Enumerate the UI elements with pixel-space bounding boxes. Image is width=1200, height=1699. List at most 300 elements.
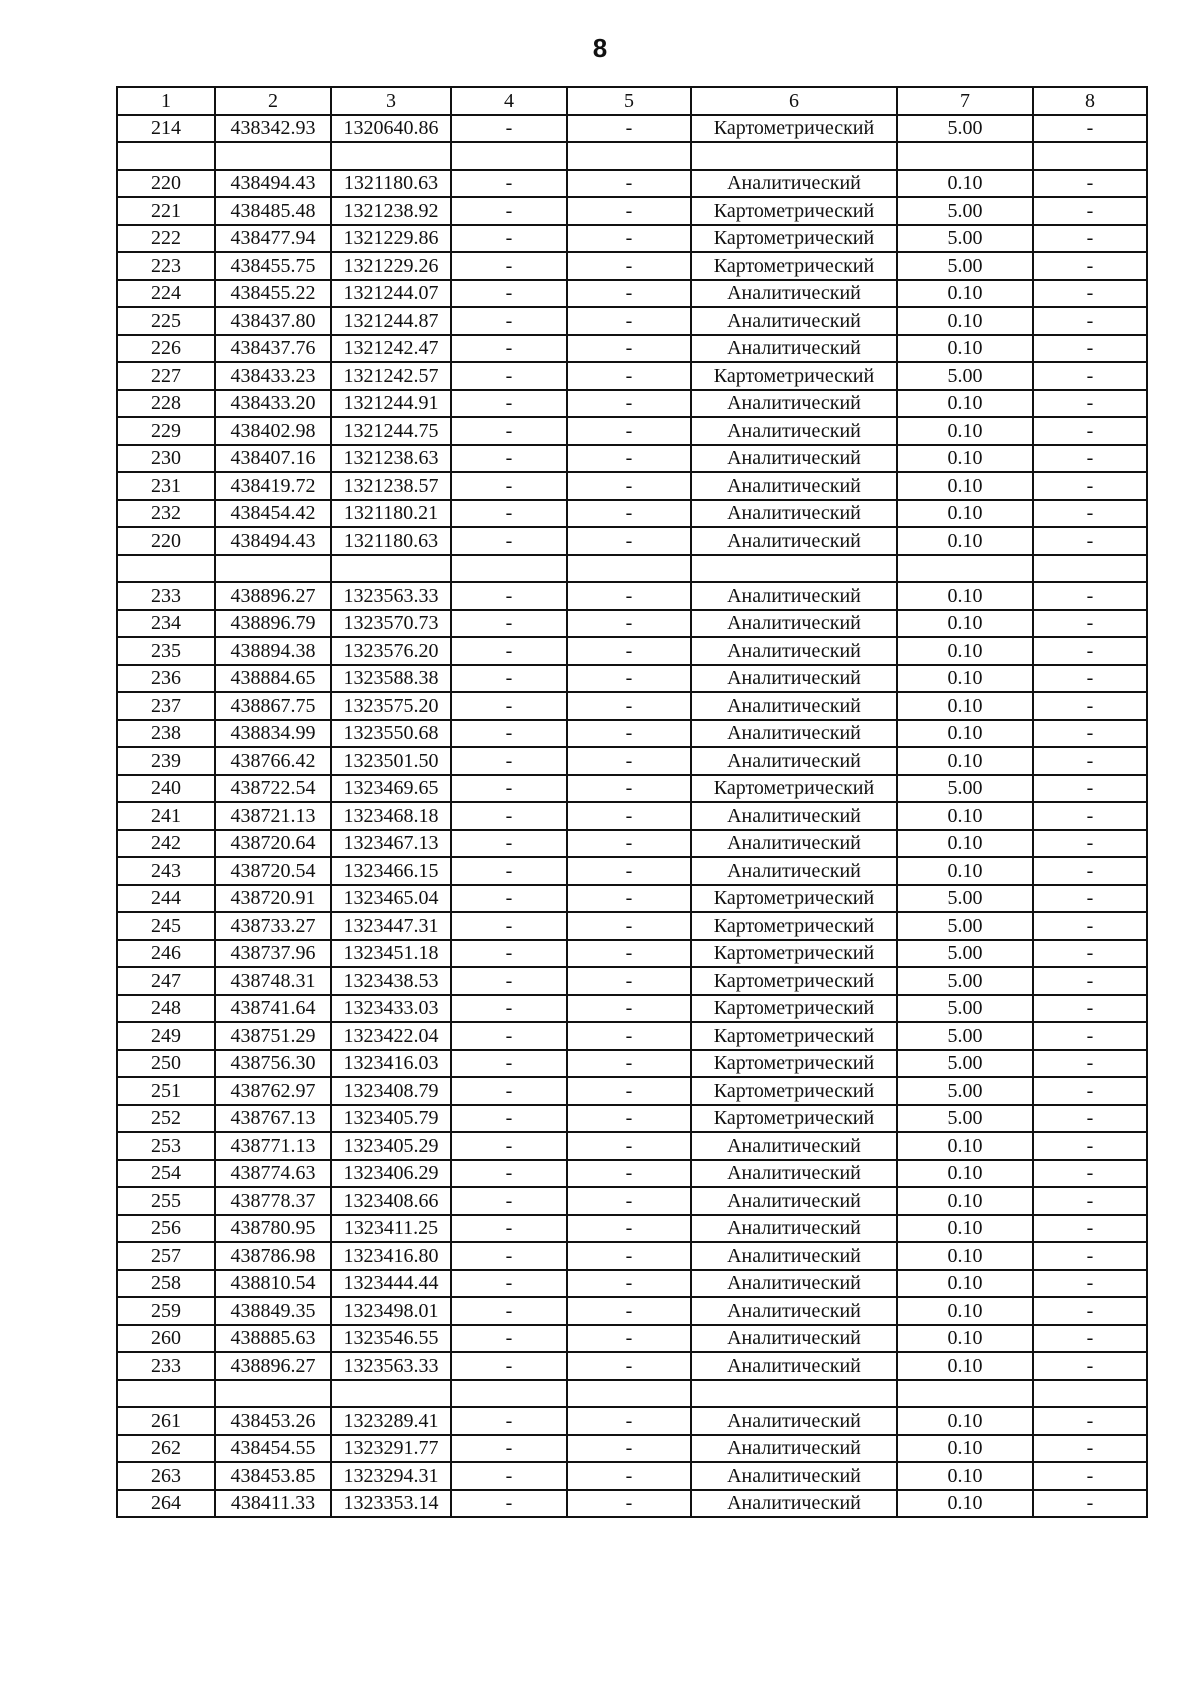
cell-point-number: 226 <box>117 335 215 363</box>
cell-col-8-value: - <box>1033 1160 1147 1188</box>
cell-col-8-value: - <box>1033 967 1147 995</box>
cell-point-number: 222 <box>117 225 215 253</box>
table-row <box>117 747 1147 775</box>
cell-col-4-value: - <box>451 1022 567 1050</box>
cell-x-coordinate <box>215 555 331 583</box>
cell-col-5-value: - <box>567 1050 691 1078</box>
cell-point-number: 261 <box>117 1407 215 1435</box>
cell-method: Аналитический <box>691 1242 897 1270</box>
cell-col-4-value: - <box>451 857 567 885</box>
cell-accuracy: 0.10 <box>897 1490 1033 1518</box>
cell-accuracy: 0.10 <box>897 445 1033 473</box>
cell-accuracy: 5.00 <box>897 885 1033 913</box>
table-row <box>117 1105 1147 1133</box>
cell-accuracy: 0.10 <box>897 1187 1033 1215</box>
cell-method: Аналитический <box>691 1407 897 1435</box>
cell-col-5-value: - <box>567 775 691 803</box>
cell-y-coordinate: 1323444.44 <box>331 1270 451 1298</box>
cell-col-4-value <box>451 142 567 170</box>
cell-col-4-value: - <box>451 417 567 445</box>
cell-y-coordinate: 1323294.31 <box>331 1462 451 1490</box>
cell-x-coordinate <box>215 142 331 170</box>
cell-col-5-value: - <box>567 1435 691 1463</box>
cell-y-coordinate <box>331 555 451 583</box>
cell-y-coordinate: 1323405.29 <box>331 1132 451 1160</box>
table-row <box>117 1407 1147 1435</box>
cell-method: Аналитический <box>691 1160 897 1188</box>
cell-col-8-value: - <box>1033 912 1147 940</box>
cell-x-coordinate: 438751.29 <box>215 1022 331 1050</box>
cell-method: Аналитический <box>691 1132 897 1160</box>
cell-y-coordinate: 1320640.86 <box>331 115 451 143</box>
cell-x-coordinate: 438885.63 <box>215 1325 331 1353</box>
cell-col-4-value: - <box>451 527 567 555</box>
cell-point-number: 221 <box>117 197 215 225</box>
cell-accuracy: 0.10 <box>897 1132 1033 1160</box>
cell-y-coordinate: 1321244.91 <box>331 390 451 418</box>
cell-col-8-value: - <box>1033 720 1147 748</box>
cell-point-number: 223 <box>117 252 215 280</box>
table-row <box>117 940 1147 968</box>
cell-x-coordinate: 438884.65 <box>215 665 331 693</box>
cell-x-coordinate: 438342.93 <box>215 115 331 143</box>
cell-x-coordinate: 438720.54 <box>215 857 331 885</box>
cell-method: Аналитический <box>691 1297 897 1325</box>
cell-point-number: 225 <box>117 307 215 335</box>
cell-x-coordinate: 438437.76 <box>215 335 331 363</box>
table-row <box>117 307 1147 335</box>
cell-method: Аналитический <box>691 637 897 665</box>
cell-accuracy: 0.10 <box>897 1160 1033 1188</box>
cell-col-5-value <box>567 142 691 170</box>
cell-y-coordinate: 1323411.25 <box>331 1215 451 1243</box>
cell-col-5-value: - <box>567 445 691 473</box>
cell-col-5-value: - <box>567 527 691 555</box>
cell-method: Аналитический <box>691 307 897 335</box>
cell-method: Аналитический <box>691 280 897 308</box>
cell-col-4-value: - <box>451 252 567 280</box>
cell-accuracy <box>897 1380 1033 1408</box>
cell-point-number: 230 <box>117 445 215 473</box>
cell-col-8-value: - <box>1033 1407 1147 1435</box>
cell-col-4-value: - <box>451 1407 567 1435</box>
cell-x-coordinate: 438771.13 <box>215 1132 331 1160</box>
cell-accuracy: 0.10 <box>897 280 1033 308</box>
cell-point-number: 258 <box>117 1270 215 1298</box>
cell-col-4-value: - <box>451 692 567 720</box>
cell-accuracy: 0.10 <box>897 335 1033 363</box>
cell-method: Аналитический <box>691 1325 897 1353</box>
cell-point-number: 233 <box>117 582 215 610</box>
cell-method: Аналитический <box>691 500 897 528</box>
cell-col-8-value: - <box>1033 527 1147 555</box>
page-number: 8 <box>592 33 608 63</box>
cell-col-8-value: - <box>1033 637 1147 665</box>
cell-point-number: 229 <box>117 417 215 445</box>
cell-accuracy: 5.00 <box>897 1050 1033 1078</box>
cell-x-coordinate: 438834.99 <box>215 720 331 748</box>
cell-accuracy: 0.10 <box>897 390 1033 418</box>
table-row <box>117 527 1147 555</box>
table-row <box>117 280 1147 308</box>
cell-method: Картометрический <box>691 775 897 803</box>
cell-method: Картометрический <box>691 1105 897 1133</box>
cell-accuracy: 0.10 <box>897 720 1033 748</box>
cell-x-coordinate: 438774.63 <box>215 1160 331 1188</box>
cell-x-coordinate: 438737.96 <box>215 940 331 968</box>
cell-col-8-value: - <box>1033 692 1147 720</box>
cell-col-4-value: - <box>451 967 567 995</box>
cell-point-number: 247 <box>117 967 215 995</box>
cell-col-4-value: - <box>451 1050 567 1078</box>
cell-col-4-value: - <box>451 115 567 143</box>
cell-col-5-value: - <box>567 995 691 1023</box>
cell-y-coordinate: 1323405.79 <box>331 1105 451 1133</box>
cell-x-coordinate: 438455.75 <box>215 252 331 280</box>
cell-x-coordinate: 438867.75 <box>215 692 331 720</box>
cell-accuracy: 0.10 <box>897 857 1033 885</box>
cell-method: Аналитический <box>691 1215 897 1243</box>
cell-point-number <box>117 142 215 170</box>
cell-col-8-value: - <box>1033 802 1147 830</box>
table-row <box>117 390 1147 418</box>
cell-y-coordinate: 1323438.53 <box>331 967 451 995</box>
table-row <box>117 115 1147 143</box>
column-header-1: 1 <box>117 87 215 115</box>
cell-accuracy: 0.10 <box>897 1352 1033 1380</box>
cell-col-5-value: - <box>567 637 691 665</box>
cell-col-5-value: - <box>567 1325 691 1353</box>
cell-point-number: 248 <box>117 995 215 1023</box>
cell-y-coordinate: 1321180.63 <box>331 170 451 198</box>
cell-y-coordinate: 1323465.04 <box>331 885 451 913</box>
cell-y-coordinate: 1323563.33 <box>331 582 451 610</box>
cell-method: Аналитический <box>691 1462 897 1490</box>
cell-point-number: 234 <box>117 610 215 638</box>
cell-col-8-value: - <box>1033 445 1147 473</box>
cell-col-5-value: - <box>567 857 691 885</box>
cell-point-number: 214 <box>117 115 215 143</box>
table-row <box>117 225 1147 253</box>
table-row <box>117 335 1147 363</box>
cell-accuracy: 0.10 <box>897 417 1033 445</box>
cell-col-4-value: - <box>451 472 567 500</box>
cell-col-8-value <box>1033 555 1147 583</box>
cell-method: Картометрический <box>691 1077 897 1105</box>
cell-col-8-value: - <box>1033 252 1147 280</box>
cell-col-5-value: - <box>567 1297 691 1325</box>
cell-col-5-value: - <box>567 1022 691 1050</box>
cell-col-4-value: - <box>451 390 567 418</box>
cell-point-number: 249 <box>117 1022 215 1050</box>
cell-x-coordinate: 438721.13 <box>215 802 331 830</box>
cell-col-4-value: - <box>451 582 567 610</box>
cell-accuracy: 0.10 <box>897 472 1033 500</box>
cell-accuracy: 0.10 <box>897 307 1033 335</box>
table-row <box>117 1132 1147 1160</box>
cell-y-coordinate <box>331 1380 451 1408</box>
cell-col-8-value: - <box>1033 610 1147 638</box>
cell-col-5-value: - <box>567 1462 691 1490</box>
cell-accuracy: 0.10 <box>897 1297 1033 1325</box>
cell-col-8-value <box>1033 1380 1147 1408</box>
table-body <box>117 115 1147 1518</box>
cell-point-number: 228 <box>117 390 215 418</box>
table-row <box>117 472 1147 500</box>
cell-col-8-value: - <box>1033 472 1147 500</box>
table-row <box>117 912 1147 940</box>
cell-y-coordinate: 1321244.07 <box>331 280 451 308</box>
cell-y-coordinate: 1323469.65 <box>331 775 451 803</box>
cell-point-number: 253 <box>117 1132 215 1160</box>
cell-x-coordinate: 438419.72 <box>215 472 331 500</box>
cell-accuracy: 0.10 <box>897 692 1033 720</box>
cell-col-5-value: - <box>567 802 691 830</box>
cell-x-coordinate: 438810.54 <box>215 1270 331 1298</box>
table-row <box>117 1435 1147 1463</box>
table-row <box>117 1050 1147 1078</box>
cell-col-5-value: - <box>567 830 691 858</box>
cell-point-number: 231 <box>117 472 215 500</box>
cell-accuracy: 0.10 <box>897 665 1033 693</box>
cell-col-4-value: - <box>451 1077 567 1105</box>
cell-method: Аналитический <box>691 472 897 500</box>
cell-point-number: 251 <box>117 1077 215 1105</box>
table-row <box>117 582 1147 610</box>
cell-method: Аналитический <box>691 582 897 610</box>
cell-y-coordinate: 1323416.03 <box>331 1050 451 1078</box>
cell-col-5-value: - <box>567 1187 691 1215</box>
cell-method: Картометрический <box>691 940 897 968</box>
cell-x-coordinate: 438780.95 <box>215 1215 331 1243</box>
cell-point-number: 243 <box>117 857 215 885</box>
cell-col-4-value: - <box>451 830 567 858</box>
cell-method <box>691 555 897 583</box>
cell-y-coordinate: 1321238.63 <box>331 445 451 473</box>
cell-col-4-value: - <box>451 1160 567 1188</box>
cell-col-8-value: - <box>1033 1242 1147 1270</box>
cell-col-4-value: - <box>451 445 567 473</box>
cell-col-5-value: - <box>567 280 691 308</box>
table-header-row <box>117 87 1147 115</box>
cell-col-4-value: - <box>451 1352 567 1380</box>
cell-method: Аналитический <box>691 747 897 775</box>
cell-point-number: 263 <box>117 1462 215 1490</box>
cell-col-4-value: - <box>451 1215 567 1243</box>
cell-accuracy: 5.00 <box>897 1077 1033 1105</box>
cell-col-5-value: - <box>567 307 691 335</box>
cell-x-coordinate <box>215 1380 331 1408</box>
cell-col-5-value: - <box>567 362 691 390</box>
cell-point-number: 254 <box>117 1160 215 1188</box>
cell-accuracy: 5.00 <box>897 967 1033 995</box>
cell-y-coordinate: 1323563.33 <box>331 1352 451 1380</box>
cell-col-8-value: - <box>1033 170 1147 198</box>
cell-col-8-value: - <box>1033 390 1147 418</box>
cell-point-number: 255 <box>117 1187 215 1215</box>
cell-col-5-value: - <box>567 582 691 610</box>
cell-point-number <box>117 555 215 583</box>
cell-col-8-value: - <box>1033 1352 1147 1380</box>
cell-x-coordinate: 438894.38 <box>215 637 331 665</box>
cell-x-coordinate: 438433.20 <box>215 390 331 418</box>
cell-x-coordinate: 438733.27 <box>215 912 331 940</box>
cell-accuracy: 5.00 <box>897 940 1033 968</box>
cell-col-4-value: - <box>451 307 567 335</box>
cell-col-8-value: - <box>1033 1022 1147 1050</box>
cell-col-5-value: - <box>567 472 691 500</box>
cell-col-5-value: - <box>567 1215 691 1243</box>
table-row <box>117 995 1147 1023</box>
cell-accuracy: 5.00 <box>897 1022 1033 1050</box>
cell-col-8-value <box>1033 142 1147 170</box>
cell-method: Аналитический <box>691 802 897 830</box>
cell-x-coordinate: 438477.94 <box>215 225 331 253</box>
cell-point-number: 236 <box>117 665 215 693</box>
cell-col-5-value: - <box>567 1105 691 1133</box>
cell-col-4-value: - <box>451 1297 567 1325</box>
cell-col-5-value: - <box>567 1160 691 1188</box>
cell-method: Картометрический <box>691 995 897 1023</box>
cell-col-4-value <box>451 1380 567 1408</box>
cell-x-coordinate: 438485.48 <box>215 197 331 225</box>
cell-col-5-value: - <box>567 610 691 638</box>
column-header-6: 6 <box>691 87 897 115</box>
cell-col-4-value: - <box>451 995 567 1023</box>
cell-col-5-value: - <box>567 747 691 775</box>
table-spacer-row <box>117 142 1147 170</box>
cell-method: Аналитический <box>691 665 897 693</box>
cell-x-coordinate: 438494.43 <box>215 527 331 555</box>
cell-col-8-value: - <box>1033 197 1147 225</box>
table-row <box>117 1160 1147 1188</box>
cell-x-coordinate: 438766.42 <box>215 747 331 775</box>
cell-col-5-value: - <box>567 197 691 225</box>
cell-col-4-value: - <box>451 940 567 968</box>
column-header-3: 3 <box>331 87 451 115</box>
cell-x-coordinate: 438494.43 <box>215 170 331 198</box>
cell-point-number: 260 <box>117 1325 215 1353</box>
cell-col-4-value: - <box>451 610 567 638</box>
cell-col-5-value: - <box>567 1242 691 1270</box>
cell-accuracy: 5.00 <box>897 362 1033 390</box>
cell-col-5-value: - <box>567 692 691 720</box>
table-row <box>117 720 1147 748</box>
column-header-5: 5 <box>567 87 691 115</box>
cell-accuracy: 0.10 <box>897 1215 1033 1243</box>
cell-col-5-value: - <box>567 500 691 528</box>
cell-x-coordinate: 438454.55 <box>215 1435 331 1463</box>
cell-point-number: 220 <box>117 170 215 198</box>
cell-method: Аналитический <box>691 610 897 638</box>
cell-method: Аналитический <box>691 692 897 720</box>
cell-col-8-value: - <box>1033 1132 1147 1160</box>
cell-method: Аналитический <box>691 1187 897 1215</box>
cell-y-coordinate: 1321229.86 <box>331 225 451 253</box>
table-row <box>117 1077 1147 1105</box>
table-row <box>117 637 1147 665</box>
cell-col-8-value: - <box>1033 1270 1147 1298</box>
cell-col-4-value: - <box>451 1270 567 1298</box>
cell-y-coordinate: 1321242.47 <box>331 335 451 363</box>
cell-col-8-value: - <box>1033 335 1147 363</box>
column-header-7: 7 <box>897 87 1033 115</box>
cell-x-coordinate: 438756.30 <box>215 1050 331 1078</box>
cell-accuracy: 0.10 <box>897 1270 1033 1298</box>
cell-x-coordinate: 438454.42 <box>215 500 331 528</box>
cell-x-coordinate: 438407.16 <box>215 445 331 473</box>
cell-method: Картометрический <box>691 1022 897 1050</box>
cell-method: Картометрический <box>691 912 897 940</box>
cell-method: Аналитический <box>691 1490 897 1518</box>
table-row <box>117 1325 1147 1353</box>
table-row <box>117 802 1147 830</box>
cell-col-5-value: - <box>567 940 691 968</box>
cell-y-coordinate: 1323570.73 <box>331 610 451 638</box>
cell-col-5-value: - <box>567 720 691 748</box>
cell-method <box>691 142 897 170</box>
cell-point-number <box>117 1380 215 1408</box>
cell-method: Картометрический <box>691 225 897 253</box>
cell-y-coordinate: 1323408.79 <box>331 1077 451 1105</box>
cell-y-coordinate: 1321180.63 <box>331 527 451 555</box>
cell-x-coordinate: 438778.37 <box>215 1187 331 1215</box>
cell-method <box>691 1380 897 1408</box>
cell-method: Аналитический <box>691 417 897 445</box>
cell-y-coordinate: 1323575.20 <box>331 692 451 720</box>
cell-x-coordinate: 438849.35 <box>215 1297 331 1325</box>
cell-col-8-value: - <box>1033 857 1147 885</box>
table-row <box>117 665 1147 693</box>
cell-method: Аналитический <box>691 1270 897 1298</box>
cell-accuracy: 0.10 <box>897 1462 1033 1490</box>
cell-col-5-value: - <box>567 225 691 253</box>
cell-col-5-value <box>567 1380 691 1408</box>
cell-point-number: 241 <box>117 802 215 830</box>
cell-y-coordinate: 1321238.92 <box>331 197 451 225</box>
cell-accuracy: 0.10 <box>897 170 1033 198</box>
table-spacer-row <box>117 555 1147 583</box>
cell-accuracy: 0.10 <box>897 582 1033 610</box>
cell-y-coordinate: 1323422.04 <box>331 1022 451 1050</box>
cell-col-8-value: - <box>1033 1187 1147 1215</box>
cell-x-coordinate: 438433.23 <box>215 362 331 390</box>
cell-method: Аналитический <box>691 1435 897 1463</box>
cell-col-8-value: - <box>1033 1325 1147 1353</box>
cell-col-5-value: - <box>567 115 691 143</box>
cell-col-4-value: - <box>451 280 567 308</box>
cell-col-4-value <box>451 555 567 583</box>
table-row <box>117 362 1147 390</box>
cell-point-number: 232 <box>117 500 215 528</box>
cell-method: Аналитический <box>691 830 897 858</box>
cell-method: Картометрический <box>691 252 897 280</box>
cell-y-coordinate: 1321242.57 <box>331 362 451 390</box>
cell-col-8-value: - <box>1033 995 1147 1023</box>
cell-col-8-value: - <box>1033 940 1147 968</box>
cell-method: Картометрический <box>691 967 897 995</box>
column-header-2: 2 <box>215 87 331 115</box>
cell-col-5-value: - <box>567 1407 691 1435</box>
cell-y-coordinate: 1323468.18 <box>331 802 451 830</box>
table-row <box>117 417 1147 445</box>
cell-x-coordinate: 438748.31 <box>215 967 331 995</box>
cell-col-4-value: - <box>451 747 567 775</box>
cell-col-8-value: - <box>1033 665 1147 693</box>
cell-col-8-value: - <box>1033 1490 1147 1518</box>
table-row <box>117 857 1147 885</box>
cell-accuracy: 0.10 <box>897 1435 1033 1463</box>
